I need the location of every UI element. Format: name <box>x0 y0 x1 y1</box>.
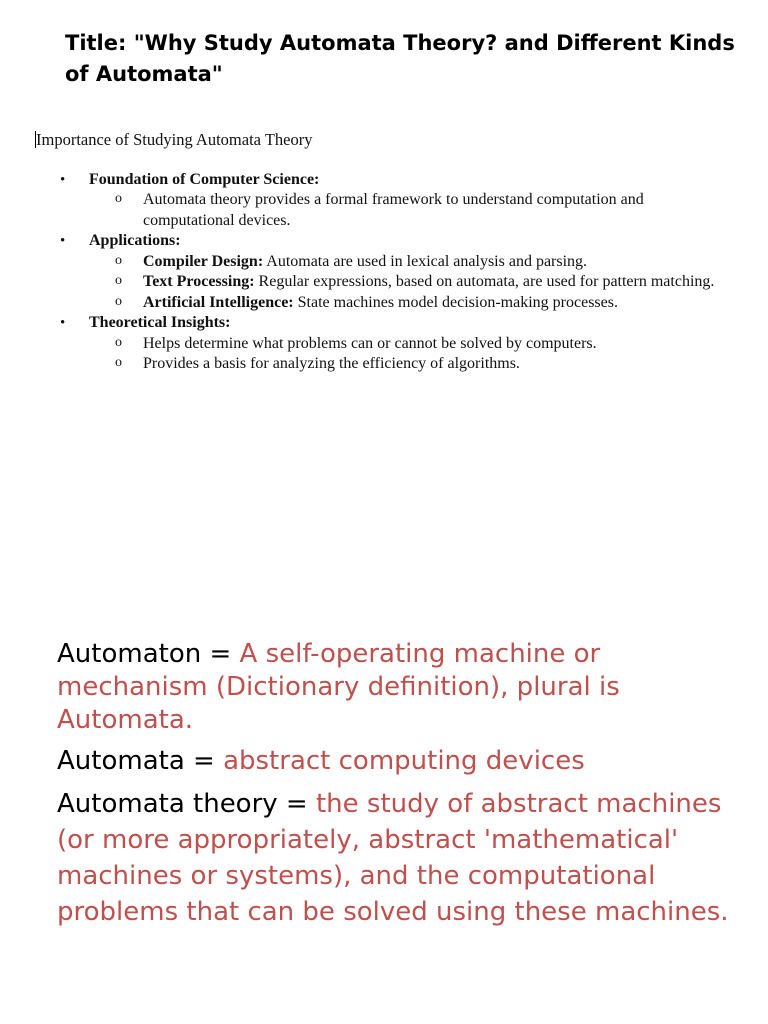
sub-item-text: Automata theory provides a formal framework to understand computation and computational devices. <box>143 191 644 229</box>
definition-text: the study of abstract machines (or more appropriately, abstract 'mathematical' machines or systems), and the computational problems that can be solved using these machines. <box>57 789 729 927</box>
sub-list-item <box>89 354 735 375</box>
definition-term: Automata theory = <box>57 789 316 819</box>
bullet-label: Foundation of Computer Science: <box>89 170 320 188</box>
sub-item-text: Provides a basis for analyzing the efficiency of algorithms. <box>143 355 520 372</box>
sub-list-item <box>89 190 735 231</box>
bullet-label: Theoretical Insights: <box>89 314 231 331</box>
definition-automata-theory <box>57 786 757 930</box>
sub-item-label: Compiler Design: <box>143 252 264 270</box>
sub-list-item <box>89 293 735 314</box>
definition-automata <box>57 745 757 778</box>
definition-term: Automaton = <box>57 639 240 669</box>
sub-list-item <box>89 272 735 293</box>
sub-item-text: Helps determine what problems can or cannot be solved by computers. <box>143 334 597 352</box>
list-item-applications <box>35 231 735 313</box>
sub-item-text: Regular expressions, based on automata, are used for pattern matching. <box>254 273 715 290</box>
sub-item-label: Artificial Intelligence: <box>143 293 294 311</box>
sub-item-text: Automata are used in lexical analysis and parsing. <box>263 252 588 270</box>
definition-text: abstract computing devices <box>223 746 585 776</box>
sub-list <box>89 252 735 314</box>
sub-list-item <box>89 334 735 355</box>
document-title: Title: "Why Study Automata Theory? and Different Kinds of Automata" <box>65 31 735 86</box>
sub-list-item <box>89 252 735 273</box>
bullet-label: Applications: <box>89 232 181 249</box>
scanned-excerpt <box>35 130 735 375</box>
excerpt-heading: Importance of Studying Automata Theory <box>36 130 313 149</box>
sub-item-label: Text Processing: <box>143 273 255 290</box>
definition-automaton <box>57 638 757 737</box>
sub-list <box>89 334 735 375</box>
list-item-foundation <box>35 170 735 232</box>
list-item-theoretical <box>35 313 735 375</box>
definitions-block <box>57 638 757 938</box>
sub-item-text: State machines model decision-making processes. <box>293 293 618 311</box>
definition-term: Automata = <box>57 746 224 776</box>
sub-list <box>89 190 735 231</box>
definition-text: A self-operating machine or mechanism (Dictionary definition), plural is Automata. <box>57 639 620 735</box>
bullet-list <box>35 170 735 375</box>
